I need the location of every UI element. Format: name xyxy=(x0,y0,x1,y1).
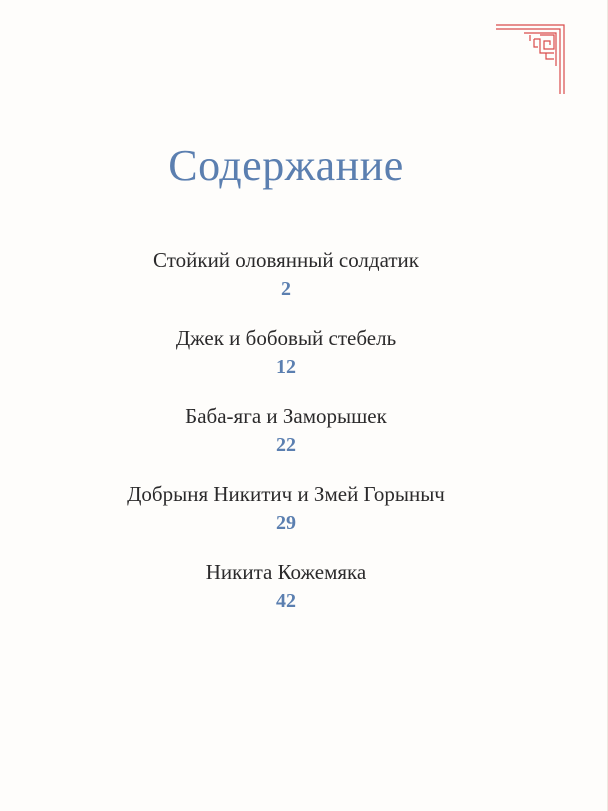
toc-entry-title: Стойкий оловянный солдатик xyxy=(153,248,419,272)
toc-entry-page-number: 29 xyxy=(276,512,296,534)
toc-entry-title: Баба-яга и Заморышек xyxy=(185,404,387,428)
toc-entry[interactable] xyxy=(0,481,572,559)
toc-entry-title: Никита Кожемяка xyxy=(205,560,367,584)
toc-entry[interactable] xyxy=(0,325,572,403)
toc-entry[interactable] xyxy=(0,559,572,637)
toc-entry[interactable] xyxy=(0,247,572,325)
corner-ornament-icon xyxy=(494,22,568,96)
toc-entry-page-number: 12 xyxy=(276,356,296,378)
table-of-contents xyxy=(0,247,572,637)
toc-entry[interactable] xyxy=(0,403,572,481)
toc-entry-title: Добрыня Никитич и Змей Горыныч xyxy=(127,482,445,506)
toc-entry-page-number: 2 xyxy=(281,278,291,300)
toc-entry-page-number: 22 xyxy=(276,434,296,456)
toc-entry-page-number: 42 xyxy=(276,590,296,612)
toc-entry-title: Джек и бобовый стебель xyxy=(175,326,397,350)
page-title: Содержание xyxy=(168,141,404,190)
